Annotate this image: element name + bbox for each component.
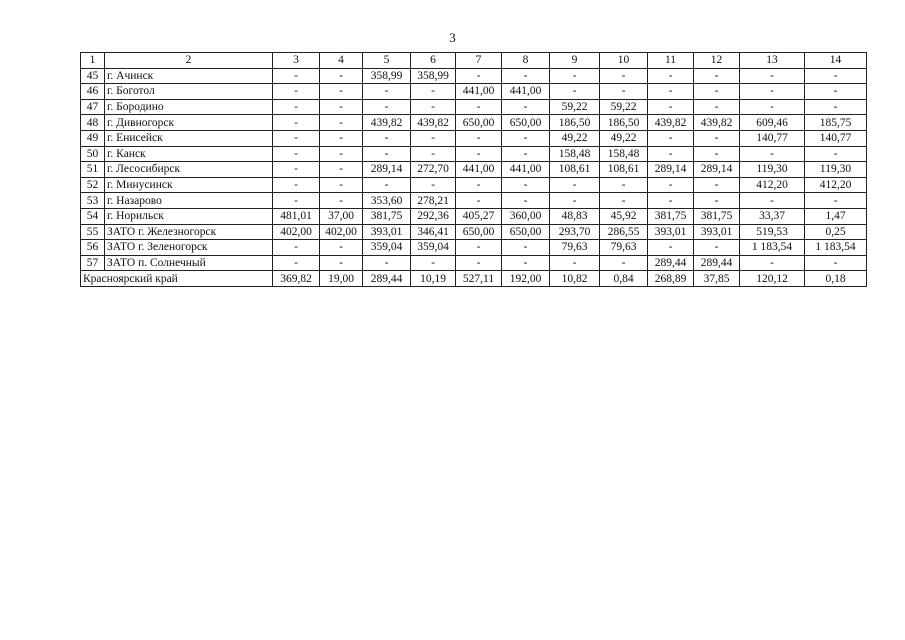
value-cell: - [411, 84, 456, 100]
total-value-cell: 10,82 [550, 271, 600, 287]
value-cell: - [550, 68, 600, 84]
value-cell: - [805, 68, 867, 84]
value-cell: 119,30 [740, 162, 805, 178]
value-cell: - [502, 177, 550, 193]
value-cell: - [694, 68, 740, 84]
value-cell: - [550, 84, 600, 100]
value-cell: 289,44 [648, 255, 694, 271]
value-cell: - [273, 240, 320, 256]
row-number: 48 [81, 115, 105, 131]
value-cell: - [740, 255, 805, 271]
value-cell: - [273, 193, 320, 209]
table-row [81, 130, 867, 146]
column-header: 3 [273, 53, 320, 69]
value-cell: - [320, 99, 363, 115]
row-number: 52 [81, 177, 105, 193]
municipality-name: г. Енисейск [105, 130, 273, 146]
total-value-cell: 10,19 [411, 271, 456, 287]
column-header: 11 [648, 53, 694, 69]
table-row [81, 162, 867, 178]
municipality-name: ЗАТО п. Солнечный [105, 255, 273, 271]
total-value-cell: 268,89 [648, 271, 694, 287]
value-cell: - [600, 68, 648, 84]
row-number: 55 [81, 224, 105, 240]
municipality-name: г. Боготол [105, 84, 273, 100]
value-cell: 405,27 [456, 208, 502, 224]
value-cell: - [456, 255, 502, 271]
value-cell: - [694, 99, 740, 115]
value-cell: - [411, 177, 456, 193]
value-cell: - [740, 146, 805, 162]
column-header: 14 [805, 53, 867, 69]
value-cell: 439,82 [363, 115, 411, 131]
value-cell: 381,75 [363, 208, 411, 224]
value-cell: - [648, 177, 694, 193]
value-cell: - [456, 146, 502, 162]
table-header-row [81, 53, 867, 69]
value-cell: - [502, 68, 550, 84]
value-cell: - [273, 146, 320, 162]
value-cell: 45,92 [600, 208, 648, 224]
value-cell: 289,44 [694, 255, 740, 271]
value-cell: 0,25 [805, 224, 867, 240]
value-cell: - [320, 177, 363, 193]
value-cell: - [648, 68, 694, 84]
value-cell: - [600, 193, 648, 209]
column-header: 2 [105, 53, 273, 69]
value-cell: - [694, 193, 740, 209]
municipality-name: ЗАТО г. Зеленогорск [105, 240, 273, 256]
value-cell: - [740, 84, 805, 100]
value-cell: 140,77 [740, 130, 805, 146]
row-number: 54 [81, 208, 105, 224]
value-cell: - [805, 146, 867, 162]
column-header: 7 [456, 53, 502, 69]
column-header: 8 [502, 53, 550, 69]
value-cell: 185,75 [805, 115, 867, 131]
value-cell: - [740, 68, 805, 84]
column-header: 6 [411, 53, 456, 69]
total-label: Красноярский край [81, 271, 273, 287]
value-cell: 289,14 [363, 162, 411, 178]
value-cell: 359,04 [411, 240, 456, 256]
value-cell: - [273, 84, 320, 100]
value-cell: 393,01 [694, 224, 740, 240]
value-cell: 186,50 [600, 115, 648, 131]
value-cell: 37,00 [320, 208, 363, 224]
value-cell: 381,75 [648, 208, 694, 224]
municipality-name: г. Ачинск [105, 68, 273, 84]
value-cell: 393,01 [648, 224, 694, 240]
value-cell: 360,00 [502, 208, 550, 224]
value-cell: 286,55 [600, 224, 648, 240]
value-cell: - [320, 162, 363, 178]
value-cell: 1 183,54 [740, 240, 805, 256]
table-row [81, 99, 867, 115]
value-cell: - [320, 255, 363, 271]
value-cell: - [456, 68, 502, 84]
value-cell: - [805, 255, 867, 271]
municipality-name: г. Канск [105, 146, 273, 162]
value-cell: - [273, 115, 320, 131]
municipality-name: г. Норильск [105, 208, 273, 224]
value-cell: - [805, 99, 867, 115]
value-cell: 650,00 [456, 224, 502, 240]
value-cell: 158,48 [550, 146, 600, 162]
row-number: 45 [81, 68, 105, 84]
value-cell: - [694, 146, 740, 162]
value-cell: 289,14 [694, 162, 740, 178]
value-cell: - [456, 177, 502, 193]
column-header: 1 [81, 53, 105, 69]
value-cell: - [502, 255, 550, 271]
row-number: 57 [81, 255, 105, 271]
row-number: 49 [81, 130, 105, 146]
table-row [81, 208, 867, 224]
value-cell: - [363, 146, 411, 162]
value-cell: - [320, 240, 363, 256]
value-cell: 412,20 [740, 177, 805, 193]
municipality-name: г. Назарово [105, 193, 273, 209]
value-cell: 481,01 [273, 208, 320, 224]
municipality-name: ЗАТО г. Железногорск [105, 224, 273, 240]
table-row [81, 146, 867, 162]
row-number: 46 [81, 84, 105, 100]
column-header: 5 [363, 53, 411, 69]
value-cell: 272,70 [411, 162, 456, 178]
value-cell: - [273, 177, 320, 193]
value-cell: 439,82 [411, 115, 456, 131]
total-value-cell: 37,85 [694, 271, 740, 287]
value-cell: - [694, 84, 740, 100]
value-cell: 33,37 [740, 208, 805, 224]
value-cell: 359,04 [363, 240, 411, 256]
value-cell: - [648, 84, 694, 100]
table-row [81, 177, 867, 193]
value-cell: 402,00 [320, 224, 363, 240]
value-cell: - [648, 193, 694, 209]
value-cell: - [320, 146, 363, 162]
value-cell: - [648, 130, 694, 146]
row-number: 56 [81, 240, 105, 256]
column-header: 12 [694, 53, 740, 69]
value-cell: - [805, 193, 867, 209]
value-cell: 119,30 [805, 162, 867, 178]
value-cell: - [273, 255, 320, 271]
value-cell: - [550, 177, 600, 193]
row-number: 51 [81, 162, 105, 178]
value-cell: - [600, 84, 648, 100]
total-value-cell: 120,12 [740, 271, 805, 287]
value-cell: 412,20 [805, 177, 867, 193]
value-cell: - [273, 99, 320, 115]
value-cell: - [273, 162, 320, 178]
value-cell: - [456, 240, 502, 256]
column-header: 4 [320, 53, 363, 69]
value-cell: - [456, 193, 502, 209]
value-cell: - [363, 130, 411, 146]
value-cell: - [363, 255, 411, 271]
value-cell: 48,83 [550, 208, 600, 224]
value-cell: - [740, 99, 805, 115]
value-cell: 59,22 [550, 99, 600, 115]
value-cell: 441,00 [456, 162, 502, 178]
municipality-name: г. Минусинск [105, 177, 273, 193]
value-cell: - [694, 240, 740, 256]
value-cell: - [273, 130, 320, 146]
value-cell: - [600, 177, 648, 193]
value-cell: - [363, 177, 411, 193]
table-row [81, 255, 867, 271]
municipality-name: г. Лесосибирск [105, 162, 273, 178]
value-cell: - [740, 193, 805, 209]
table-row [81, 68, 867, 84]
value-cell: - [363, 84, 411, 100]
value-cell: - [273, 68, 320, 84]
value-cell: 59,22 [600, 99, 648, 115]
value-cell: - [600, 255, 648, 271]
column-header: 10 [600, 53, 648, 69]
value-cell: - [411, 99, 456, 115]
value-cell: - [502, 240, 550, 256]
value-cell: 158,48 [600, 146, 648, 162]
value-cell: - [456, 130, 502, 146]
value-cell: 441,00 [502, 84, 550, 100]
value-cell: - [502, 193, 550, 209]
value-cell: - [411, 255, 456, 271]
value-cell: - [411, 146, 456, 162]
value-cell: 79,63 [600, 240, 648, 256]
municipality-name: г. Бородино [105, 99, 273, 115]
total-value-cell: 527,11 [456, 271, 502, 287]
value-cell: - [648, 240, 694, 256]
value-cell: 439,82 [694, 115, 740, 131]
table-row [81, 115, 867, 131]
value-cell: - [550, 193, 600, 209]
value-cell: - [502, 130, 550, 146]
value-cell: - [694, 130, 740, 146]
value-cell: - [502, 146, 550, 162]
table-row [81, 193, 867, 209]
row-number: 47 [81, 99, 105, 115]
column-header: 13 [740, 53, 805, 69]
value-cell: - [648, 146, 694, 162]
value-cell: 519,53 [740, 224, 805, 240]
value-cell: - [648, 99, 694, 115]
value-cell: 650,00 [502, 224, 550, 240]
value-cell: - [411, 130, 456, 146]
value-cell: - [502, 99, 550, 115]
value-cell: 358,99 [411, 68, 456, 84]
value-cell: 650,00 [456, 115, 502, 131]
value-cell: - [320, 193, 363, 209]
value-cell: - [320, 84, 363, 100]
value-cell: 441,00 [456, 84, 502, 100]
table-row [81, 84, 867, 100]
value-cell: 1 183,54 [805, 240, 867, 256]
value-cell: 293,70 [550, 224, 600, 240]
value-cell: - [320, 115, 363, 131]
municipality-name: г. Дивногорск [105, 115, 273, 131]
value-cell: 49,22 [550, 130, 600, 146]
column-header: 9 [550, 53, 600, 69]
value-cell: - [320, 68, 363, 84]
total-value-cell: 289,44 [363, 271, 411, 287]
value-cell: 292,36 [411, 208, 456, 224]
value-cell: 439,82 [648, 115, 694, 131]
value-cell: - [694, 177, 740, 193]
data-table [80, 52, 867, 287]
value-cell: 278,21 [411, 193, 456, 209]
total-row [81, 271, 867, 287]
page-number: 3 [449, 30, 456, 45]
value-cell: - [805, 84, 867, 100]
value-cell: - [363, 99, 411, 115]
value-cell: 381,75 [694, 208, 740, 224]
value-cell: 140,77 [805, 130, 867, 146]
value-cell: 609,46 [740, 115, 805, 131]
value-cell: 108,61 [600, 162, 648, 178]
value-cell: 402,00 [273, 224, 320, 240]
total-value-cell: 0,18 [805, 271, 867, 287]
table-body [81, 68, 867, 286]
total-value-cell: 192,00 [502, 271, 550, 287]
total-value-cell: 0,84 [600, 271, 648, 287]
value-cell: 353,60 [363, 193, 411, 209]
value-cell: 289,14 [648, 162, 694, 178]
value-cell: 108,61 [550, 162, 600, 178]
value-cell: 393,01 [363, 224, 411, 240]
value-cell: 346,41 [411, 224, 456, 240]
value-cell: 186,50 [550, 115, 600, 131]
value-cell: 650,00 [502, 115, 550, 131]
value-cell: 79,63 [550, 240, 600, 256]
value-cell: - [456, 99, 502, 115]
row-number: 53 [81, 193, 105, 209]
value-cell: - [320, 130, 363, 146]
total-value-cell: 369,82 [273, 271, 320, 287]
row-number: 50 [81, 146, 105, 162]
value-cell: 441,00 [502, 162, 550, 178]
value-cell: 358,99 [363, 68, 411, 84]
total-value-cell: 19,00 [320, 271, 363, 287]
value-cell: 49,22 [600, 130, 648, 146]
table-row [81, 240, 867, 256]
table-row [81, 224, 867, 240]
value-cell: 1,47 [805, 208, 867, 224]
value-cell: - [550, 255, 600, 271]
